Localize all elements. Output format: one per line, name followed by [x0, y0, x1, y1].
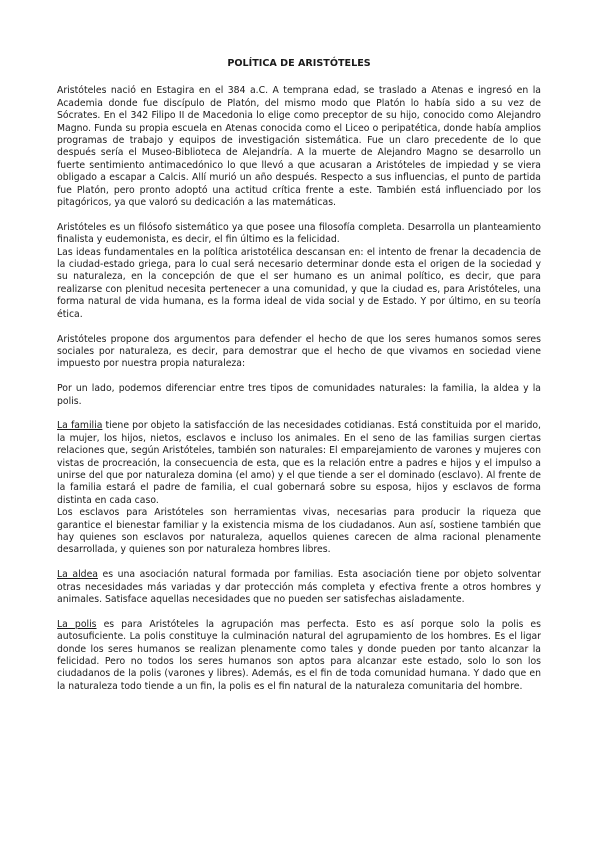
- term-familia: La familia: [57, 420, 103, 432]
- paragraph-familia: [57, 420, 541, 507]
- familia-text: tiene por objeto la satisfacción de las necesidades cotidianas. Está constituida por el marido, la mujer, los hijos, nietos, esclavos e incluso los animales. En el seno de las familias surgen ciertas relaciones que, según Aristóteles, también son naturales: El emparejamiento de varones y mujeres con vistas de procreación, la consecuencia de esta, que es la relación entre a padres e hijos y el impulso a unirse del que por naturaleza domina (el amo) y el que tiende a ser el dominado (esclavo). Al frente de la familia estará el padre de familia, el cual gobernará sobre su esposa, hijos y esclavos de forma distinta en cada caso.: [57, 420, 541, 506]
- term-polis: La polis: [57, 618, 97, 630]
- paragraph-gap: [57, 557, 541, 569]
- paragraph-gap: [57, 321, 541, 333]
- paragraph-gap: [57, 209, 541, 221]
- paragraph-gap: [57, 606, 541, 618]
- paragraph-esclavos: Los esclavos para Aristóteles son herramientas vivas, necesarias para producir la riqueza que garantice el bienestar familiar y la existencia misma de los ciudadanos. Aun así, sostiene también que hay quienes son esclavos por naturaleza, aquellos quienes carecen de alma racional plenamente desarrollada, y quienes son por naturaleza hombres libres.: [57, 507, 541, 556]
- aldea-text: es una asociación natural formada por familias. Esta asociación tiene por objeto solventar otras necesidades más variadas y dar protección más completa y efectiva frente a otros hombres y animales. Satisface aquellas necesidades que no pueden ser satisfechas aisladamente.: [57, 569, 541, 605]
- paragraph-polis: [57, 619, 541, 693]
- paragraph-gap: [57, 408, 541, 420]
- paragraph-ideas: Las ideas fundamentales en la política aristotélica descansan en: el intento de frenar la decadencia de la ciudad-estado griega, para lo cual será necesario determinar donde esta el origen de la sociedad y su naturaleza, en la concepción de que el ser humano es un animal político, es decir, que para realizarse con plenitud necesita pertenecer a una comunidad, y que la ciudad es, para Aristóteles, una forma natural de vida humana, es la forma ideal de vida social y de Estado. Y por último, en su teoría ética.: [57, 246, 541, 320]
- document-page: [57, 58, 541, 693]
- polis-text: es para Aristóteles la agrupación mas perfecta. Esto es así porque solo la polis es autosuficiente. La polis constituye la culminación natural del agrupamiento de los hombres. Es el ligar donde los seres humanos se realizan plenamente como tales y donde pueden por tanto alcanzar la felicidad. Pero no todos los seres humanos son aptos para alcanzar este estado, solo lo son los ciudadanos de la polis (varones y libres). Además, es el fin de toda comunidad humana. Y dado que en la naturaleza todo tiende a un fin, la polis es el fin natural de la naturaleza comunitaria del hombre.: [57, 618, 541, 692]
- paragraph-argumentos: Aristóteles propone dos argumentos para defender el hecho de que los seres humanos somos seres sociales por naturaleza, es decir, para demostrar que el hecho de que vivamos en sociedad viene impuesto por nuestra propia naturaleza:: [57, 333, 541, 370]
- paragraph-intro: Aristóteles nació en Estagira en el 384 a.C. A temprana edad, se traslado a Atenas e ingresó en la Academia donde fue discípulo de Platón, del mismo modo que Platón lo había sido a su vez de Sócrates. En el 342 Filipo II de Macedonia lo elige como preceptor de su hijo, conocido como Alejandro Magno. Funda su propia escuela en Atenas conocida como el Liceo o peripatética, donde había amplios programas de trabajo y equipos de investigación sistemática. Fue un claro precedente de lo que después sería el Museo-Biblioteca de Alejandría. A la muerte de Alejandro Magno se desarrollo un fuerte sentimiento antimacedónico lo que llevó a que acusaran a Aristóteles de impiedad y se viera obligado a escapar a Calcis. Allí murió un año después. Respecto a sus influencias, el punto de partida fue Platón, pero pronto adoptó una actitud crítica frente a este. También está influenciado por los pitagóricos, ya que valoró su dedicación a las matemáticas.: [57, 85, 541, 209]
- document-title: POLÍTICA DE ARISTÓTELES: [227, 58, 371, 69]
- paragraph-comunidades: Por un lado, podemos diferenciar entre tres tipos de comunidades naturales: la familia, la aldea y la polis.: [57, 383, 541, 407]
- paragraph-aldea: [57, 569, 541, 606]
- paragraph-filosofo: Aristóteles es un filósofo sistemático ya que posee una filosofía completa. Desarrolla un planteamiento finalista y eudemonista, es decir, el fin último es la felicidad.: [57, 221, 541, 246]
- term-aldea: La aldea: [57, 569, 98, 581]
- paragraph-gap: [57, 371, 541, 383]
